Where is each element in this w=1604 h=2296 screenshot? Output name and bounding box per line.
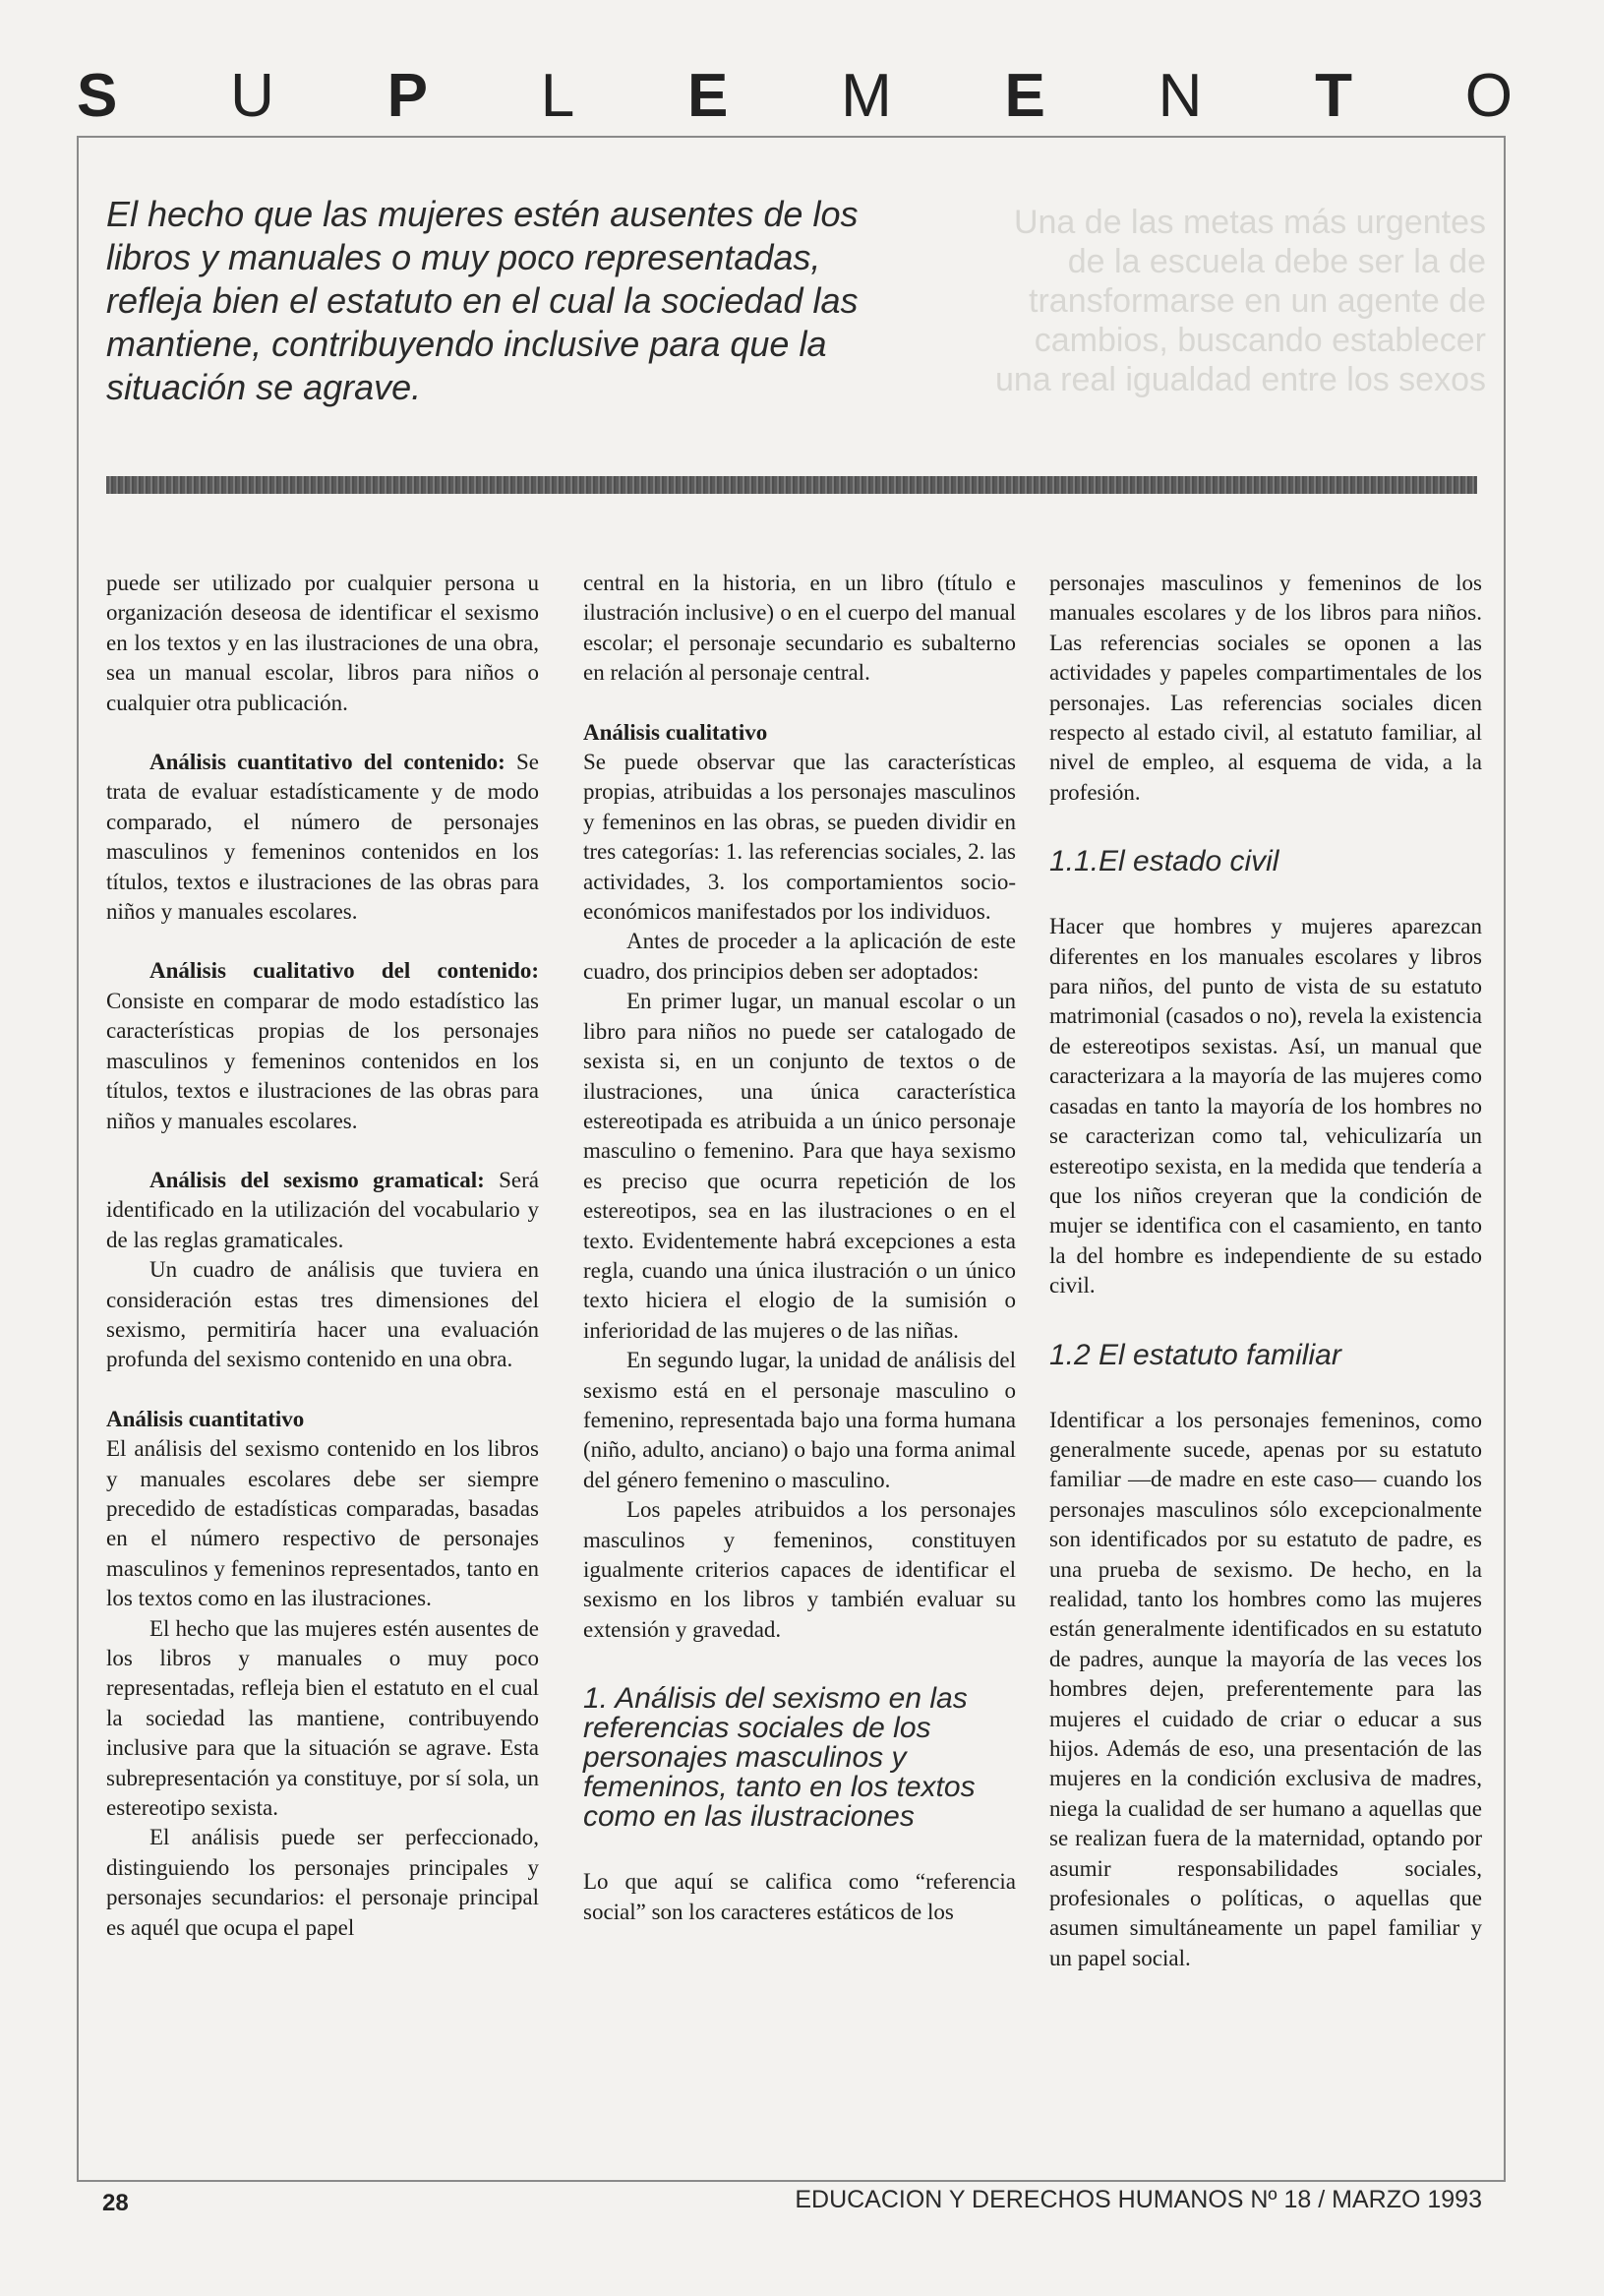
subheading: Análisis cualitativo del contenido: xyxy=(149,958,539,984)
section-title: 1.1.El estado civil xyxy=(1049,845,1279,878)
header-letter: M xyxy=(841,62,892,130)
paragraph: Hacer que hombres y mujeres aparezcan diferentes en los manuales escolares y libros para niños, del punto de vista de su estatuto matrimonial (casados o no), revela la existencia de estereotipos sexistas. Así, un manual que caracterizara a la mayoría de las mujeres como casadas en tanto la mayoría de los hombres no se caracterizan como tal, vehiculizaría un estereotipo sexista, en la medida que tendería a que los niños creyeran que la condición de mujer se identifica con el casamiento, en tanto la del hombre es independiente de su estado civil. xyxy=(1049,914,1482,1299)
paragraph: Se puede observar que las características propias, atribuidas a los personajes masculinos y femeninos en las obras, se pueden dividir en tres categorías: 1. las referencias sociales, 2. las actividades, 3. los comportamientos socio-económicos manifestados por los individuos. xyxy=(583,750,1016,925)
header-letter: T xyxy=(1315,62,1353,130)
supplement-header xyxy=(77,57,1513,136)
header-letter: L xyxy=(540,62,575,130)
subheading: Análisis cualitativo xyxy=(583,719,768,745)
paragraph: El análisis del sexismo contenido en los libros y manuales escolares debe ser siempre precedido de estadísticas comparadas, basadas en el número respectivo de personajes masculinos y femeninos representados, tanto en los textos como en las ilustraciones. xyxy=(106,1436,539,1611)
frame-border-top xyxy=(77,136,1506,138)
subheading: Análisis cuantitativo xyxy=(106,1406,305,1431)
subheading: Análisis cuantitativo del contenido: xyxy=(149,750,505,775)
paragraph: personajes masculinos y femeninos de los manuales escolares y de los libros para niños. Las referencias sociales se oponen a las actividades y papeles compartimentales de los personajes. Las referencias sociales dicen respecto al estado civil, al estatuto familiar, al nivel de empleo, al esquema de vida, a la profesión. xyxy=(1049,571,1482,805)
text-column-1 xyxy=(106,569,539,1943)
paragraph: central en la historia, en un libro (título e ilustración inclusive) o en el cuerpo del manual escolar; el personaje secundario es subalterno en relación al personaje central. xyxy=(583,571,1016,686)
paragraph: Lo que aquí se califica como “referencia social” son los caracteres estáticos de los xyxy=(583,1869,1016,1924)
decorative-rule xyxy=(106,476,1477,494)
paragraph: Identificar a los personajes femeninos, como generalmente sucede, apenas por su estatuto familiar —de madre en este caso— cuando los personajes masculinos sólo excepcionalmente son identificados por su estatuto de padre, es una prueba de sexismo. De hecho, en la realidad, tanto los hombres como las mujeres están generalmente identificados en su estatuto de padres, aunque la mayoría de las veces los hombres dejen, preferentemente para las mujeres el cuidado de criar o educar a sus hijos. Además de eso, una presentación de las mujeres en la condición exclusiva de madres, niega la cualidad de ser humano a aquellas que se realizan fuera de la maternidad, optando por asumir responsabilidades sociales, profesionales o políticas, o aquellas que asumen simultáneamente un papel familiar y un papel social. xyxy=(1049,1407,1482,1970)
paragraph: El análisis puede ser perfeccionado, distinguiendo los personajes principales y personajes secundarios: el personaje principal es aquél que ocupa el papel xyxy=(106,1825,539,1940)
header-letter: O xyxy=(1464,62,1513,130)
pull-quote: El hecho que las mujeres estén ausentes de los libros y manuales o muy poco representadas, refleja bien el estatuto en el cual la sociedad las mantiene, contribuyendo inclusive para que la situación se agrave. xyxy=(106,194,859,407)
text-column-3 xyxy=(1049,569,1482,1973)
frame-border-bottom xyxy=(77,2180,1506,2182)
paragraph: Un cuadro de análisis que tuviera en consideración estas tres dimensiones del sexismo, permitiría hacer una evaluación profunda del sexismo contenido en una obra. xyxy=(106,1257,539,1372)
header-letter: P xyxy=(386,62,428,130)
section-title: 1. Análisis del sexismo en las referencias sociales de los personajes masculinos y femeninos, tanto en los textos como en las ilustraciones xyxy=(583,1682,976,1834)
section-title: 1.2 El estatuto familiar xyxy=(1049,1338,1341,1371)
header-letter: E xyxy=(686,62,729,130)
frame-border-left xyxy=(77,136,79,2182)
paragraph: Los papeles atribuidos a los personajes masculinos y femeninos, constituyen igualmente criterios capaces de identificar el sexismo en los libros y también evaluar su extensión y gravedad. xyxy=(583,1497,1016,1642)
paragraph: Análisis cualitativo del contenido: Consiste en comparar de modo estadístico las características propias de los personajes masculinos y femeninos contenidos en los títulos, textos e ilustraciones de las obras para niños y manuales escolares. xyxy=(106,958,539,1133)
page-number: 28 xyxy=(102,2190,129,2216)
paragraph: En primer lugar, un manual escolar o un libro para niños no puede ser catalogado de sexista si, en un conjunto de textos o de ilustraciones, una única característica estereotipada es atribuida a un único personaje masculino o femenino. Para que haya sexismo es preciso que ocurra repetición de los estereotipos, sea en las ilustraciones o en el texto. Evidentemente habrá excepciones a esta regla, cuando una única ilustración o un único texto hiciera el elogio de la sumisión o inferioridad de las mujeres o de las niñas. xyxy=(583,989,1016,1343)
paragraph: Análisis del sexismo gramatical: Será identificado en la utilización del vocabulario y de las reglas gramaticales. xyxy=(106,1167,539,1252)
paragraph: Antes de proceder a la aplicación de este cuadro, dos principios deben ser adoptados: xyxy=(583,929,1016,984)
frame-border-right xyxy=(1504,136,1506,2182)
paragraph: En segundo lugar, la unidad de análisis del sexismo está en el personaje masculino o femenino, representada bajo una forma humana (niño, adulto, anciano) o bajo una forma animal del género femenino o masculino. xyxy=(583,1348,1016,1492)
paragraph: puede ser utilizado por cualquier persona u organización deseosa de identificar el sexismo en los textos y en las ilustraciones de una obra, sea un manual escolar, libros para niños o cualquier otra publicación. xyxy=(106,571,539,715)
paragraph: El hecho que las mujeres estén ausentes de los libros y manuales o muy poco representadas, refleja bien el estatuto en el cual la sociedad las mantiene, contribuyendo inclusive para que la situación se agrave. Esta subrepresentación ya constituye, por sí sola, un estereotipo sexista. xyxy=(106,1615,539,1821)
text-column-2 xyxy=(583,569,1016,1927)
header-letter: E xyxy=(1004,62,1045,130)
paragraph: Análisis cuantitativo del contenido: Se trata de evaluar estadísticamente y de modo comparado, el número de personajes masculinos y femeninos contenidos en los títulos, textos e ilustraciones de las obras para niños y manuales escolares. xyxy=(106,750,540,925)
header-letter: N xyxy=(1158,62,1203,130)
subheading: Análisis del sexismo gramatical: xyxy=(149,1167,485,1192)
header-letter: S xyxy=(77,62,118,130)
header-letter: U xyxy=(230,62,274,130)
show-through-text: Una de las metas más urgentes de la escuela debe ser la de transformarse en un agente de cambios, buscando establecer una real igualdad entre los sexos xyxy=(995,204,1486,398)
publication-info: EDUCACION Y DERECHOS HUMANOS Nº 18 / MARZO 1993 xyxy=(795,2186,1482,2213)
